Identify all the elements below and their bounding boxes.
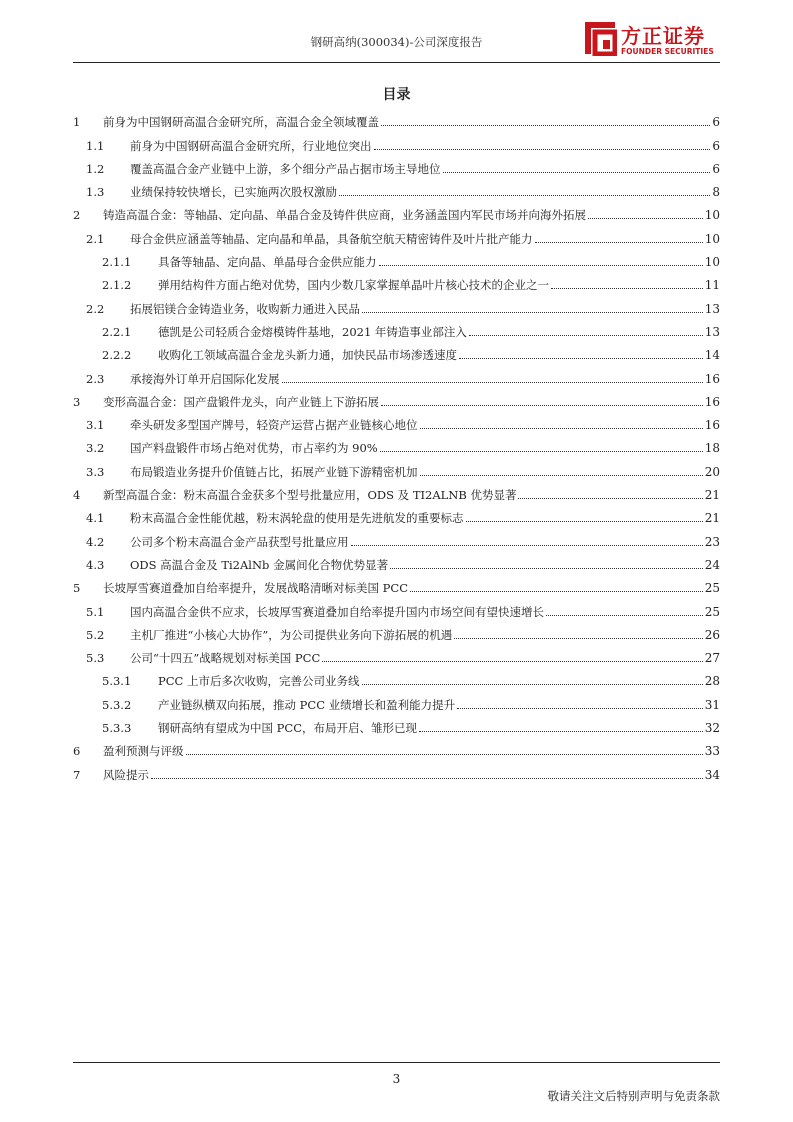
toc-entry[interactable] [73, 246, 720, 269]
toc-entry-number: 5.3.1 [102, 674, 132, 689]
toc-entry[interactable] [73, 222, 720, 245]
toc-leader-dots [410, 590, 703, 592]
toc-leader-dots [457, 707, 703, 709]
toc-entry-page: 11 [704, 278, 720, 293]
toc-leader-dots [322, 660, 702, 662]
toc-entry-number: 4.2 [86, 534, 105, 549]
toc-entry-number: 2.1.2 [102, 278, 132, 293]
logo-english-text: FOUNDER SECURITIES [621, 47, 714, 56]
toc-entry[interactable] [73, 339, 720, 362]
toc-entry-number: 3 [73, 394, 81, 409]
toc-entry-number: 4.1 [86, 511, 105, 526]
toc-leader-dots [535, 241, 703, 243]
toc-leader-dots [518, 497, 702, 499]
toc-entry-title: 承接海外订单开启国际化发展 [130, 371, 280, 386]
toc-entry[interactable] [73, 595, 720, 618]
toc-entry-page: 32 [704, 721, 720, 736]
toc-entry-number: 4 [73, 488, 81, 503]
toc-entry-number: 1 [73, 115, 81, 130]
toc-entry-title: 新型高温合金：粉末高温合金获多个型号批量应用，ODS 及 TI2ALNB 优势显著 [103, 488, 517, 503]
toc-leader-dots [419, 730, 703, 732]
toc-entry[interactable] [73, 386, 720, 409]
toc-leader-dots [588, 217, 703, 219]
toc-entry-title: 铸造高温合金：等轴晶、定向晶、单晶合金及铸件供应商，业务涵盖国内军民市场并向海外拓展 [103, 208, 586, 223]
toc-entry[interactable] [73, 153, 720, 176]
toc-entry-title: 国产料盘锻件市场占绝对优势，市占率约为 90% [130, 441, 378, 456]
toc-entry-title: 长坡厚雪赛道叠加自给率提升，发展战略清晰对标美国 PCC [103, 581, 408, 596]
toc-entry-number: 1.3 [86, 185, 105, 200]
toc-entry[interactable] [73, 619, 720, 642]
toc-entry-title: 收购化工领域高温合金龙头新力通，加快民品市场渗透速度 [158, 348, 457, 363]
toc-entry-page: 16 [704, 418, 720, 433]
toc-entry[interactable] [73, 549, 720, 572]
toc-entry[interactable] [73, 316, 720, 339]
toc-entry-page: 20 [704, 464, 720, 479]
toc-leader-dots [420, 427, 703, 429]
toc-entry-title: 德凯是公司轻质合金熔模铸件基地，2021 年铸造事业部注入 [158, 324, 467, 339]
toc-leader-dots [362, 683, 703, 685]
logo-mark-icon [583, 20, 617, 56]
toc-leader-dots [362, 311, 703, 313]
toc-leader-dots [282, 381, 703, 383]
toc-entry-number: 5.3.3 [102, 721, 132, 736]
toc-entry-page: 16 [704, 371, 720, 386]
toc-entry-page: 21 [704, 511, 720, 526]
toc-entry-page: 25 [704, 604, 720, 619]
toc-entry-title: 主机厂推进“小核心大协作”，为公司提供业务向下游拓展的机遇 [130, 627, 453, 642]
toc-entry-page: 8 [712, 185, 720, 200]
page-number: 3 [392, 1072, 401, 1086]
toc-entry[interactable] [73, 688, 720, 711]
toc-entry-title: PCC 上市后多次收购，完善公司业务线 [158, 674, 360, 689]
toc-entry[interactable] [73, 455, 720, 478]
toc-entry-number: 2.1 [86, 231, 105, 246]
toc-entry-title: 风险提示 [103, 767, 149, 782]
toc-entry-title: 产业链纵横双向拓展，推动 PCC 业绩增长和盈利能力提升 [158, 697, 456, 712]
toc-entry-page: 16 [704, 394, 720, 409]
toc-leader-dots [381, 404, 703, 406]
toc-entry[interactable] [73, 176, 720, 199]
toc-entry-page: 14 [704, 348, 720, 363]
toc-entry-page: 26 [704, 627, 720, 642]
header-divider [73, 62, 720, 63]
toc-entry[interactable] [73, 502, 720, 525]
toc-leader-dots [374, 148, 711, 150]
toc-leader-dots [454, 637, 702, 639]
toc-entry[interactable] [73, 712, 720, 735]
toc-entry-number: 2.3 [86, 371, 105, 386]
toc-entry-page: 27 [704, 651, 720, 666]
toc-entry-page: 25 [704, 581, 720, 596]
toc-entry[interactable] [73, 106, 720, 129]
toc-leader-dots [381, 124, 710, 126]
toc-entry-title: 业绩保持较快增长，已实施两次股权激励 [130, 185, 337, 200]
toc-entry-page: 13 [704, 324, 720, 339]
toc-entry-page: 24 [704, 557, 720, 572]
toc-entry-page: 10 [704, 208, 720, 223]
toc-entry[interactable] [73, 129, 720, 152]
toc-entry-title: 前身为中国钢研高温合金研究所，高温合金全领域覆盖 [103, 115, 379, 130]
toc-entry-number: 4.3 [86, 557, 105, 572]
toc-entry-page: 10 [704, 231, 720, 246]
toc-entry-title: 母合金供应涵盖等轴晶、定向晶和单晶，具备航空航天精密铸件及叶片批产能力 [130, 231, 533, 246]
toc-leader-dots [151, 777, 703, 779]
toc-leader-dots [351, 544, 703, 546]
footer-divider [73, 1062, 720, 1063]
toc-entry-page: 6 [712, 161, 720, 176]
toc-entry-number: 5.1 [86, 604, 105, 619]
toc-entry-number: 3.3 [86, 464, 105, 479]
toc-entry-number: 2.1.1 [102, 255, 132, 270]
toc-entry-title: 牵头研发多型国产牌号，轻资产运营占据产业链核心地位 [130, 418, 418, 433]
toc-leader-dots [459, 357, 703, 359]
toc-entry[interactable] [73, 479, 720, 502]
toc-entry-number: 3.2 [86, 441, 105, 456]
toc-entry-title: 粉末高温合金性能优越，粉末涡轮盘的使用是先进航发的重要标志 [130, 511, 464, 526]
toc-entry[interactable] [73, 362, 720, 385]
toc-entry-page: 6 [712, 115, 720, 130]
toc-entry-number: 1.2 [86, 161, 105, 176]
toc-entry-page: 33 [704, 744, 720, 759]
toc-entry-title: 国内高温合金供不应求，长坡厚雪赛道叠加自给率提升国内市场空间有望快速增长 [130, 604, 544, 619]
toc-entry-number: 2.2.1 [102, 324, 132, 339]
toc-entry-page: 13 [704, 301, 720, 316]
toc-entry-number: 5.2 [86, 627, 105, 642]
toc-entry-title: 公司“十四五”战略规划对标美国 PCC [130, 651, 321, 666]
toc-leader-dots [551, 287, 703, 289]
toc-entry[interactable] [73, 292, 720, 315]
toc-leader-dots [186, 753, 703, 755]
toc-entry-title: 变形高温合金：国产盘锻件龙头，向产业链上下游拓展 [103, 394, 379, 409]
toc-entry-title: 具备等轴晶、定向晶、单晶母合金供应能力 [158, 255, 377, 270]
toc-leader-dots [443, 171, 711, 173]
toc-entry-page: 18 [704, 441, 720, 456]
toc-entry[interactable] [73, 572, 720, 595]
toc-entry-title: 覆盖高温合金产业链中上游，多个细分产品占据市场主导地位 [130, 161, 441, 176]
toc-entry-number: 2.2 [86, 301, 105, 316]
toc-entry[interactable] [73, 269, 720, 292]
toc-leader-dots [390, 567, 703, 569]
toc-entry-number: 2.2.2 [102, 348, 132, 363]
toc-entry-title: ODS 高温合金及 Ti2AlNb 金属间化合物优势显著 [130, 557, 389, 572]
toc-entry[interactable] [73, 432, 720, 455]
toc-entry-title: 弹用结构件方面占绝对优势，国内少数几家掌握单晶叶片核心技术的企业之一 [158, 278, 549, 293]
toc-entry[interactable] [73, 642, 720, 665]
toc-entry-number: 5 [73, 581, 81, 596]
toc-entry-number: 2 [73, 208, 81, 223]
toc-entry-page: 10 [704, 255, 720, 270]
toc-entry[interactable] [73, 199, 720, 222]
toc-entry-title: 拓展铝镁合金铸造业务，收购新力通进入民品 [130, 301, 360, 316]
toc-entry-title: 布局锻造业务提升价值链占比，拓展产业链下游精密机加 [130, 464, 418, 479]
toc-entry-page: 6 [712, 138, 720, 153]
toc-entry-number: 1.1 [86, 138, 105, 153]
toc-leader-dots [420, 474, 703, 476]
toc-entry-page: 34 [704, 767, 720, 782]
toc-leader-dots [466, 520, 703, 522]
toc-entry[interactable] [73, 735, 720, 758]
toc-title: 目录 [382, 87, 411, 103]
toc-entry-number: 5.3.2 [102, 697, 132, 712]
toc-entry-title: 前身为中国钢研高温合金研究所，行业地位突出 [130, 138, 372, 153]
toc-entry-title: 公司多个粉末高温合金产品获型号批量应用 [130, 534, 349, 549]
toc-entry-number: 6 [73, 744, 81, 759]
toc-leader-dots [380, 450, 703, 452]
toc-entry-page: 28 [704, 674, 720, 689]
toc-entry-page: 23 [704, 534, 720, 549]
toc-entry-number: 5.3 [86, 651, 105, 666]
toc-entry-title: 钢研高纳有望成为中国 PCC，布局开启、雏形已现 [158, 721, 417, 736]
toc-entry[interactable] [73, 665, 720, 688]
toc-entry-page: 21 [704, 488, 720, 503]
report-header-title: 钢研高纳(300034)-公司深度报告 [310, 35, 483, 49]
disclaimer-text: 敬请关注文后特别声明与免责条款 [547, 1089, 720, 1103]
toc-entry[interactable] [73, 758, 720, 781]
toc-entry-number: 3.1 [86, 418, 105, 433]
toc-entry-page: 31 [704, 697, 720, 712]
toc-entry[interactable] [73, 525, 720, 548]
toc-entry-title: 盈利预测与评级 [103, 744, 184, 759]
founder-securities-logo [583, 20, 723, 60]
toc-entry[interactable] [73, 409, 720, 432]
table-of-contents [73, 106, 720, 782]
logo-chinese-text: 方正证券 [621, 24, 705, 48]
toc-leader-dots [469, 334, 703, 336]
toc-leader-dots [379, 264, 703, 266]
toc-leader-dots [339, 194, 710, 196]
toc-entry-number: 7 [73, 767, 81, 782]
toc-leader-dots [546, 614, 703, 616]
